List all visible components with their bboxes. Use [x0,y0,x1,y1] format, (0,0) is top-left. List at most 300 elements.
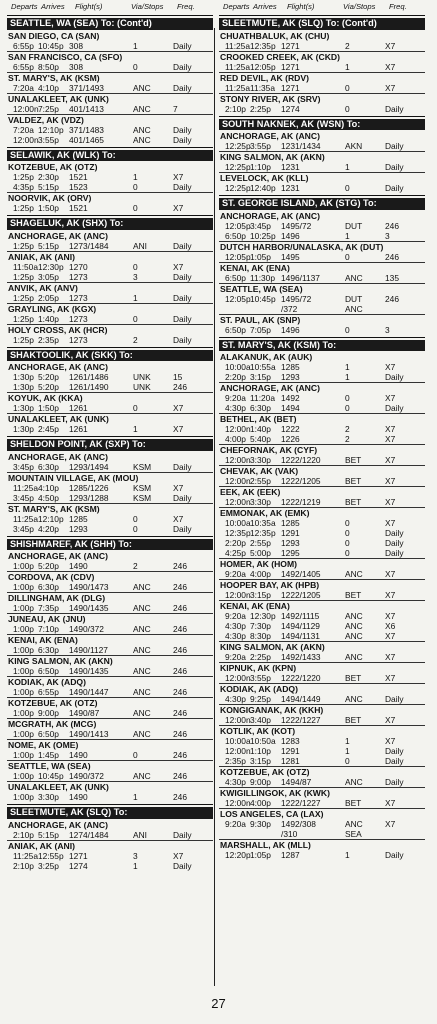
arrival-time: 1:05p [250,850,271,860]
arrival-time: 3:40p [250,715,271,725]
arrival-time: 3:15p [250,756,271,766]
frequency: X7 [173,424,184,434]
flight-number: 1496/1137 [281,272,320,283]
destination-name: UNALAKLEET, AK (UNK) [7,781,213,792]
departs-header: Departs [11,2,38,11]
flight-number: 1273 [69,334,88,345]
page-number: 27 [211,996,226,1011]
frequency: 246 [173,582,187,592]
departure-time: 6:50p [225,230,246,241]
departure-time: 1:30p [13,382,34,392]
origin-section [7,436,213,534]
flight-number: 1521 [69,203,88,213]
flight-number: 1496 [281,324,300,335]
flight-number: 1494/1449 [281,694,321,704]
frequency: Daily [173,240,192,251]
departure-time: 9:20a [225,652,246,662]
flight-number: 1490 [69,792,88,802]
flight-number: 1287 [281,850,300,860]
via-stops: UNK [133,372,151,382]
arrival-time: 3:55p [38,134,59,145]
arrival-time: 12:30p [250,611,276,621]
via-stops: 1 [345,230,350,241]
frequency: Daily [385,756,404,766]
frequency: X7 [385,673,396,683]
flight-number: 1222/1220 [281,673,321,683]
via-stops: 1 [133,40,138,51]
flight-number: 401/1465 [69,134,104,145]
destination-name: KWIGILLINGOK, AK (KWK) [219,787,425,798]
via-stops: 1 [345,736,350,746]
frequency: 3 [385,324,390,335]
origin-banner: SHELDON POINT, AK (SXP) To: [7,439,213,451]
flight-number: 1494/1129 [281,621,320,631]
arrival-time: 3:30p [250,455,271,465]
frequency: 246 [173,382,187,392]
flight-row [219,372,425,382]
frequency: 246 [385,251,399,262]
arrival-time: 2:55p [250,476,271,486]
flight-row [7,603,213,613]
via-stops: ANC [345,777,363,787]
frequency: X7 [385,631,396,641]
frequency: X7 [385,497,396,507]
via-stops: ANC [133,582,151,592]
via-stops: ANC [133,687,151,697]
frequency: Daily [385,183,404,193]
destination-name: CHUATHBALUK, AK (CHU) [220,30,330,41]
flight-number: 1222 [281,424,300,434]
destination-name: MARSHALL, AK (MLL) [219,839,425,850]
arrival-time: 5:40p [250,434,271,444]
flight-number: 1293/1288 [69,492,109,503]
flight-row [219,162,425,172]
flight-row [7,493,213,503]
departure-time: 1:25p [13,334,34,345]
arrival-time: 10:50a [250,736,276,746]
flight-row [7,62,213,72]
via-stops: BET [345,715,362,725]
via-stops: 0 [133,750,138,760]
flight-number: 1293 [69,523,88,534]
departure-time: 12:35p [225,528,251,538]
via-stops: 2 [345,40,350,51]
flight-row [219,455,425,465]
frequency: 246 [173,771,187,781]
frequency: X7 [385,736,396,746]
destination-name: JUNEAU, AK (JNU) [7,613,213,624]
departure-time: 12:20p [225,850,251,860]
flights-header: Flight(s) [75,2,103,11]
destination-name: ANCHORAGE, AK (ANC) [220,210,320,221]
origin-banner: ST. GEORGE ISLAND, AK (STG) To: [219,198,425,210]
departure-time: 1:25p [13,271,34,282]
flight-number: 1285/1226 [69,482,109,493]
frequency: X7 [173,850,184,861]
flight-row [7,514,213,524]
frequency: Daily [173,461,192,472]
flight-row [219,304,425,314]
via-stops: ANC [345,631,363,641]
via-stops: 1 [133,860,138,871]
destination-name: EEK, AK (EEK) [219,486,425,497]
destination-name: ANIAK, AK (ANI) [7,251,213,262]
flight-number: 1490/1435 [69,666,109,676]
frequency: Daily [385,162,404,172]
departure-time: 11:25a [13,850,38,861]
departure-time: 4:25p [225,548,246,558]
flight-row [7,403,213,413]
via-stops: BET [345,455,362,465]
via-stops: 1 [133,792,138,802]
departure-time: 6:50p [225,272,246,283]
origin-banner: SHAKTOOLIK, AK (SKK) To: [7,350,213,362]
arrival-time: 3:05p [38,271,59,282]
via-header: Via/Stops [131,2,164,11]
frequency: X7 [385,715,396,725]
flight-row [219,819,425,829]
via-stops: 1 [345,162,350,172]
flight-number: 1222/1205 [281,590,321,600]
flight-number: 1490/1435 [69,603,109,613]
flight-number: 1261/1490 [69,382,109,392]
destination-name: VALDEZ, AK (VDZ) [7,114,213,125]
flight-number: 1490/1473 [69,582,109,592]
departure-time: 12:00n [225,424,251,434]
via-stops: ANC [345,611,363,621]
frequency: X7 [385,476,396,486]
departure-time: 6:55p [13,40,34,51]
departure-time: 12:25p [225,141,251,151]
arrival-time: 11:20a [250,393,275,403]
flight-row [219,231,425,241]
departure-time: 11:50a [13,261,38,272]
departure-time: 10:00a [225,736,251,746]
destination-name: MOUNTAIN VILLAGE, AK (MOU) [7,472,213,483]
departure-time: 1:00p [13,708,34,718]
frequency: Daily [385,403,404,413]
departure-time: 2:20p [225,372,246,382]
flight-number: 1222/1220 [281,455,321,465]
flight-row [7,104,213,114]
arrival-time: 4:00p [250,798,271,808]
flight-number: 1261/1486 [69,372,109,382]
flight-row [219,424,425,434]
departure-time: 10:00a [225,518,251,528]
departure-time: 1:00p [13,666,34,676]
flight-row [7,424,213,434]
destination-name: ST. PAUL, AK (SNP) [219,314,425,325]
via-stops: ANC [133,124,151,135]
flight-number: 1291 [281,528,300,538]
flight-row [219,631,425,641]
arrival-time: 3:15p [250,590,271,600]
arrival-time: 12:35p [250,40,276,51]
arrival-time: 12:10p [38,513,64,524]
arrival-time: 10:55a [250,362,276,372]
flight-number: 1492/1405 [281,569,321,579]
arrival-time: 6:50p [38,666,59,676]
flight-row [219,434,425,444]
arrival-time: 9:25p [250,694,271,704]
flight-number: 1274 [69,860,88,871]
departure-time: 2:10p [13,860,34,871]
destination-name: ANCHORAGE, AK (ANC) [220,131,320,141]
frequency: X7 [173,482,184,493]
frequency: X7 [385,82,396,93]
frequency: Daily [173,523,192,534]
flight-row [7,708,213,718]
destination-name: ST. MARY'S, AK (KSM) [7,72,213,83]
arrival-time: 7:30p [250,621,271,631]
flight-number: 308 [69,40,83,51]
flight-number: 1490/87 [69,708,100,718]
frequency: Daily [385,103,404,114]
flight-row [7,83,213,93]
via-stops: 0 [133,182,138,192]
destination-name: DILLINGHAM, AK (DLG) [7,592,213,603]
departure-time: 6:55p [13,61,34,72]
flight-number: 1274/1484 [69,829,109,840]
destination-name: CROOKED CREEK, AK (CKD) [219,51,425,62]
origin-banner: SEATTLE, WA (SEA) To: (Cont'd) [7,18,213,30]
destination-name: EMMONAK, AK (EMK) [219,507,425,518]
destination-name: HOMER, AK (HOM) [219,558,425,569]
destination-name: BETHEL, AK (BET) [219,413,425,424]
departure-time: 1:00p [13,603,34,613]
via-stops: 0 [133,313,138,324]
frequency: Daily [385,746,404,756]
flight-row [219,538,425,548]
frequency: Daily [173,134,192,145]
arrival-time: 1:40p [38,313,59,324]
via-stops: 0 [345,393,350,403]
via-stops: BET [345,798,362,808]
destination-name: ANCHORAGE, AK (ANC) [8,819,108,830]
frequency: Daily [385,141,404,151]
flight-number: 1521 [69,172,88,182]
via-stops: ANC [133,729,151,739]
via-stops: 0 [345,756,350,766]
departure-time: 11:25a [225,82,250,93]
frequency: Daily [173,82,192,93]
frequency: 15 [173,372,183,382]
flight-number: 1285 [281,362,300,372]
arrival-time: 12:35p [250,528,276,538]
destination-name: STONY RIVER, AK (SRV) [219,93,425,104]
via-stops: ANC [345,272,363,283]
via-stops: 0 [133,403,138,413]
origin-banner: SOUTH NAKNEK, AK (WSN) To: [219,119,425,131]
arrival-time: 4:50p [38,492,59,503]
frequency: 246 [173,687,187,697]
flight-row [219,362,425,372]
frequency: 135 [385,272,399,283]
via-stops: 0 [345,403,350,413]
flight-row [7,125,213,135]
via-header: Via/Stops [343,2,376,11]
departure-time: 12:00n [225,798,251,808]
departure-time: 12:05p [225,293,251,304]
frequency: Daily [173,860,192,871]
arrival-time: 1:10p [250,162,271,172]
flight-number: 1274 [281,103,300,114]
departure-time: 12:25p [225,183,251,193]
flight-number: 1293/1494 [69,461,109,472]
departure-time: 1:30p [13,372,34,382]
arrival-time: 11:30p [250,272,275,283]
departure-time: 1:25p [13,240,34,251]
via-stops: 0 [345,518,350,528]
destination-name: KIPNUK, AK (KPN) [219,662,425,673]
frequency: X7 [385,393,396,403]
via-stops: ANC [345,303,363,314]
arrival-time: 1:10p [250,746,271,756]
frequency: Daily [173,492,192,503]
destination-name: UNALAKLEET, AK (UNK) [7,93,213,104]
flight-number: 1523 [69,182,88,192]
via-stops: BET [345,673,362,683]
flight-number: 1222/1205 [281,476,321,486]
via-stops: UNK [133,382,151,392]
destination-name: LOS ANGELES, CA (LAX) [219,808,425,819]
flight-number: 1273/1484 [69,240,109,251]
destination-name: SAN FRANCISCO, CA (SFO) [7,51,213,62]
flight-number: 1261 [69,424,88,434]
arrives-header: Arrives [253,2,277,11]
flights-header: Flight(s) [287,2,315,11]
frequency: Daily [385,372,404,382]
departure-time: 1:00p [13,771,34,781]
destination-name: ANCHORAGE, AK (ANC) [8,551,108,561]
arrival-time: 9:00p [38,708,59,718]
destination-name: ST. MARY'S, AK (KSM) [7,503,213,514]
departure-time: 3:45p [13,461,34,472]
origin-banner: SLEETMUTE, AK (SLQ) To: (Cont'd) [219,18,425,30]
via-stops: ANC [133,708,151,718]
departure-time: 4:30p [225,621,246,631]
frequency: Daily [385,694,404,704]
flight-number: /372 [281,303,298,314]
flight-row [219,548,425,558]
departure-time: 1:00p [13,687,34,697]
destination-name: SAN DIEGO, CA (SAN) [8,30,100,41]
via-stops: ANC [133,771,151,781]
frequency: X7 [385,590,396,600]
arrival-time: 12:40p [250,183,276,193]
frequency: 246 [385,220,399,231]
arrival-time: 12:05p [250,61,276,72]
flight-row [219,476,425,486]
flight-number: 1271 [281,40,300,51]
via-stops: 3 [133,850,138,861]
destination-name: ANCHORAGE, AK (ANC) [219,382,425,393]
flight-number: 1490/372 [69,771,104,781]
flight-row [219,325,425,335]
frequency: X7 [385,652,396,662]
frequency: X7 [385,819,396,829]
destination-name: KING SALMON, AK (AKN) [219,641,425,652]
destination-name: KODIAK, AK (ADQ) [219,683,425,694]
departure-time: 4:35p [13,182,34,192]
origin-section [219,15,425,114]
flight-row [219,621,425,631]
frequency: 246 [173,603,187,613]
flight-row [7,293,213,303]
right-column [219,0,425,860]
flight-row [7,203,213,213]
flight-row [7,830,213,840]
flight-row [7,241,213,251]
via-stops: ANI [133,829,147,840]
frequency: 246 [173,624,187,634]
departure-time: 4:00p [225,434,246,444]
departure-time: 9:20a [225,393,246,403]
via-stops: 1 [345,362,350,372]
flight-number: 1226 [281,434,300,444]
flight-row [7,262,213,272]
frequency: X7 [385,569,396,579]
destination-name: KING SALMON, AK (AKN) [219,151,425,162]
arrival-time: 10:25p [250,230,276,241]
arrival-time: 1:40p [250,424,271,434]
departure-time: 12:05p [225,251,251,262]
arrival-time: 10:45p [250,293,276,304]
via-stops: 0 [345,82,350,93]
departure-time: 1:00p [13,624,34,634]
column-header [7,0,213,13]
origin-banner: ST. MARY'S, AK (KSM) To: [219,340,425,352]
flight-row [219,829,425,839]
departure-time: 12:00n [225,476,251,486]
via-stops: 2 [133,334,138,345]
arrival-time: 4:20p [38,523,59,534]
flight-row [219,777,425,787]
departure-time: 1:30p [13,403,34,413]
arrival-time: 7:05p [250,324,271,335]
frequency: Daily [173,334,192,345]
via-stops: ANC [345,569,363,579]
frequency: Daily [173,271,192,282]
via-stops: ANI [133,240,147,251]
destination-name: CHEVAK, AK (VAK) [219,465,425,476]
departure-time: 4:30p [225,694,246,704]
frequency: X7 [173,203,184,213]
flight-number: 371/1483 [69,124,104,135]
frequency: 246 [173,729,187,739]
frequency: X7 [385,798,396,808]
departure-time: 9:20a [225,611,246,621]
flight-number: 1261 [69,403,88,413]
destination-name: KOTZEBUE, AK (OTZ) [8,162,98,172]
flight-number: 1490 [69,561,88,571]
flight-number: 1492/1115 [281,611,320,621]
via-stops: ANC [345,652,363,662]
via-stops: ANC [345,621,363,631]
departure-time: 1:25p [13,203,34,213]
column-divider [214,28,215,986]
frequency: 246 [173,666,187,676]
frequency: X7 [385,424,396,434]
via-stops: ANC [133,645,151,655]
flight-row [7,861,213,871]
departure-time: 1:00p [13,729,34,739]
frequency: Daily [385,777,404,787]
flight-row [219,252,425,262]
departure-time: 12:00n [225,715,251,725]
flight-row [219,611,425,621]
via-stops: 0 [345,548,350,558]
